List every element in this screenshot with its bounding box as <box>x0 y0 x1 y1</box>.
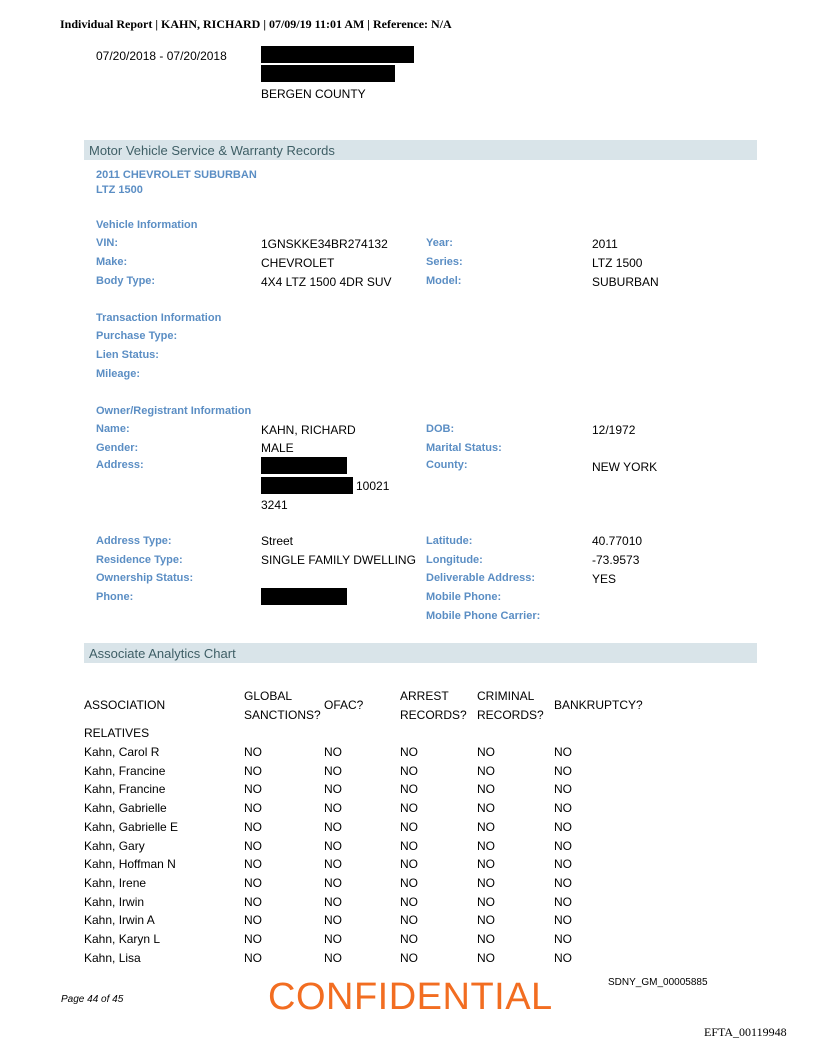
cell-arrest: NO <box>400 763 418 778</box>
cell-global: NO <box>244 763 262 778</box>
cell-global: NO <box>244 913 262 928</box>
body-type-value: 4X4 LTZ 1500 4DR SUV <box>261 275 392 289</box>
address-type-value: Street <box>261 534 294 548</box>
efta-number: EFTA_00119948 <box>704 1025 787 1039</box>
redaction-box <box>261 477 353 494</box>
cell-bankruptcy: NO <box>554 819 572 834</box>
year-value: 2011 <box>592 237 618 251</box>
gender-label: Gender: <box>96 442 139 454</box>
make-label: Make: <box>96 256 128 268</box>
cell-arrest: NO <box>400 875 418 890</box>
top-county: BERGEN COUNTY <box>261 87 366 101</box>
vehicle-title: 2011 CHEVROLET SUBURBAN <box>96 169 257 181</box>
cell-bankruptcy: NO <box>554 932 572 946</box>
name-label: Name: <box>96 423 130 435</box>
col-header-criminal-1: CRIMINAL <box>477 689 535 703</box>
cell-ofac: NO <box>324 950 342 965</box>
redaction-box <box>261 65 395 82</box>
transaction-heading: Transaction Information <box>96 312 222 324</box>
longitude-value: -73.9573 <box>592 553 640 567</box>
cell-criminal: NO <box>477 763 495 778</box>
owner-heading: Owner/Registrant Information <box>96 405 252 417</box>
redaction-box <box>261 588 347 605</box>
vin-value: 1GNSKKE34BR274132 <box>261 237 388 251</box>
col-header-association: ASSOCIATION <box>84 698 166 712</box>
longitude-label: Longitude: <box>426 554 483 566</box>
page-number: Page 44 of 45 <box>61 994 124 1005</box>
section-header-motor-vehicle <box>84 140 757 160</box>
cell-criminal: NO <box>477 932 495 946</box>
mileage-label: Mileage: <box>96 368 141 380</box>
cell-criminal: NO <box>477 894 495 909</box>
cell-arrest: NO <box>400 745 418 759</box>
cell-global: NO <box>244 782 262 797</box>
cell-name: Kahn, Lisa <box>84 950 141 965</box>
cell-global: NO <box>244 950 262 965</box>
cell-name: Kahn, Gabrielle <box>84 801 167 816</box>
dob-label: DOB: <box>426 423 455 435</box>
vehicle-info-heading: Vehicle Information <box>96 219 198 231</box>
cell-criminal: NO <box>477 782 495 797</box>
vin-label: VIN: <box>96 237 118 249</box>
cell-criminal: NO <box>477 857 495 872</box>
col-header-criminal-2: RECORDS? <box>477 708 544 722</box>
cell-global: NO <box>244 857 262 872</box>
cell-global: NO <box>244 875 262 890</box>
cell-arrest: NO <box>400 950 418 965</box>
cell-arrest: NO <box>400 838 418 853</box>
cell-ofac: NO <box>324 932 342 946</box>
cell-bankruptcy: NO <box>554 745 572 759</box>
series-value: LTZ 1500 <box>592 256 643 270</box>
cell-ofac: NO <box>324 838 342 853</box>
cell-ofac: NO <box>324 782 342 797</box>
zip-code: 10021 <box>356 479 390 493</box>
cell-name: Kahn, Gary <box>84 838 145 853</box>
col-header-global-2: SANCTIONS? <box>244 708 321 722</box>
cell-criminal: NO <box>477 838 495 853</box>
cell-criminal: NO <box>477 819 495 834</box>
cell-ofac: NO <box>324 819 342 834</box>
col-header-global-1: GLOBAL <box>244 689 293 703</box>
cell-ofac: NO <box>324 875 342 890</box>
cell-arrest: NO <box>400 913 418 928</box>
cell-ofac: NO <box>324 745 342 759</box>
cell-global: NO <box>244 819 262 834</box>
county-label: County: <box>426 459 468 471</box>
col-header-bankruptcy: BANKRUPTCY? <box>554 698 643 712</box>
deliverable-address-label: Deliverable Address: <box>426 572 536 584</box>
address-label: Address: <box>96 459 144 471</box>
cell-name: Kahn, Irene <box>84 875 147 890</box>
latitude-label: Latitude: <box>426 535 473 547</box>
cell-name: Kahn, Irwin <box>84 894 145 909</box>
residence-type-label: Residence Type: <box>96 554 183 566</box>
ownership-status-label: Ownership Status: <box>96 572 194 584</box>
year-label: Year: <box>426 237 453 249</box>
cell-global: NO <box>244 838 262 853</box>
cell-arrest: NO <box>400 782 418 797</box>
cell-bankruptcy: NO <box>554 894 572 909</box>
cell-global: NO <box>244 801 262 816</box>
cell-arrest: NO <box>400 857 418 872</box>
cell-name: Kahn, Hoffman N <box>84 857 176 872</box>
redaction-box <box>261 46 414 63</box>
cell-ofac: NO <box>324 763 342 778</box>
cell-criminal: NO <box>477 913 495 928</box>
vehicle-subtitle: LTZ 1500 <box>96 184 143 196</box>
residence-type-value: SINGLE FAMILY DWELLING <box>261 553 416 567</box>
cell-ofac: NO <box>324 894 342 909</box>
model-label: Model: <box>426 275 462 287</box>
redaction-box <box>261 457 347 474</box>
cell-bankruptcy: NO <box>554 950 572 965</box>
name-value: KAHN, RICHARD <box>261 423 356 437</box>
cell-criminal: NO <box>477 801 495 816</box>
confidential-stamp: CONFIDENTIAL <box>268 976 553 1018</box>
mobile-carrier-label: Mobile Phone Carrier: <box>426 610 541 622</box>
section-title: Motor Vehicle Service & Warranty Records <box>89 143 335 158</box>
cell-name: Kahn, Francine <box>84 782 166 797</box>
cell-name: Kahn, Carol R <box>84 745 160 759</box>
series-label: Series: <box>426 256 463 268</box>
cell-bankruptcy: NO <box>554 763 572 778</box>
bates-number: SDNY_GM_00005885 <box>608 977 708 988</box>
section-title: Associate Analytics Chart <box>89 646 236 661</box>
marital-status-label: Marital Status: <box>426 442 502 454</box>
purchase-type-label: Purchase Type: <box>96 330 178 342</box>
cell-name: Kahn, Francine <box>84 763 166 778</box>
cell-bankruptcy: NO <box>554 913 572 928</box>
cell-criminal: NO <box>477 950 495 965</box>
report-header: Individual Report | KAHN, RICHARD | 07/09/19 11:01 AM | Reference: N/A <box>60 17 452 31</box>
cell-arrest: NO <box>400 894 418 909</box>
cell-name: Kahn, Karyn L <box>84 932 161 946</box>
col-header-ofac: OFAC? <box>324 698 364 712</box>
cell-global: NO <box>244 932 262 946</box>
latitude-value: 40.77010 <box>592 534 643 548</box>
county-value: NEW YORK <box>592 460 658 474</box>
phone-label: Phone: <box>96 591 134 603</box>
deliverable-address-value: YES <box>592 572 617 586</box>
col-header-arrest-2: RECORDS? <box>400 708 467 722</box>
cell-criminal: NO <box>477 875 495 890</box>
cell-arrest: NO <box>400 932 418 946</box>
date-range: 07/20/2018 - 07/20/2018 <box>96 49 227 63</box>
cell-bankruptcy: NO <box>554 875 572 890</box>
zip-extension: 3241 <box>261 498 288 512</box>
cell-bankruptcy: NO <box>554 857 572 872</box>
section-header-analytics <box>84 643 757 663</box>
cell-ofac: NO <box>324 857 342 872</box>
cell-name: Kahn, Irwin A <box>84 913 155 928</box>
cell-bankruptcy: NO <box>554 838 572 853</box>
cell-bankruptcy: NO <box>554 782 572 797</box>
group-label-relatives: RELATIVES <box>84 726 150 740</box>
cell-arrest: NO <box>400 801 418 816</box>
cell-bankruptcy: NO <box>554 801 572 816</box>
gender-value: MALE <box>261 441 294 455</box>
cell-global: NO <box>244 894 262 909</box>
model-value: SUBURBAN <box>592 275 659 289</box>
dob-value: 12/1972 <box>592 423 636 437</box>
address-type-label: Address Type: <box>96 535 172 547</box>
lien-status-label: Lien Status: <box>96 349 159 361</box>
cell-ofac: NO <box>324 913 342 928</box>
cell-ofac: NO <box>324 801 342 816</box>
col-header-arrest-1: ARREST <box>400 689 449 703</box>
mobile-phone-label: Mobile Phone: <box>426 591 502 603</box>
cell-criminal: NO <box>477 745 495 759</box>
body-type-label: Body Type: <box>96 275 156 287</box>
cell-global: NO <box>244 745 262 759</box>
cell-name: Kahn, Gabrielle E <box>84 819 179 834</box>
make-value: CHEVROLET <box>261 256 335 270</box>
cell-arrest: NO <box>400 819 418 834</box>
